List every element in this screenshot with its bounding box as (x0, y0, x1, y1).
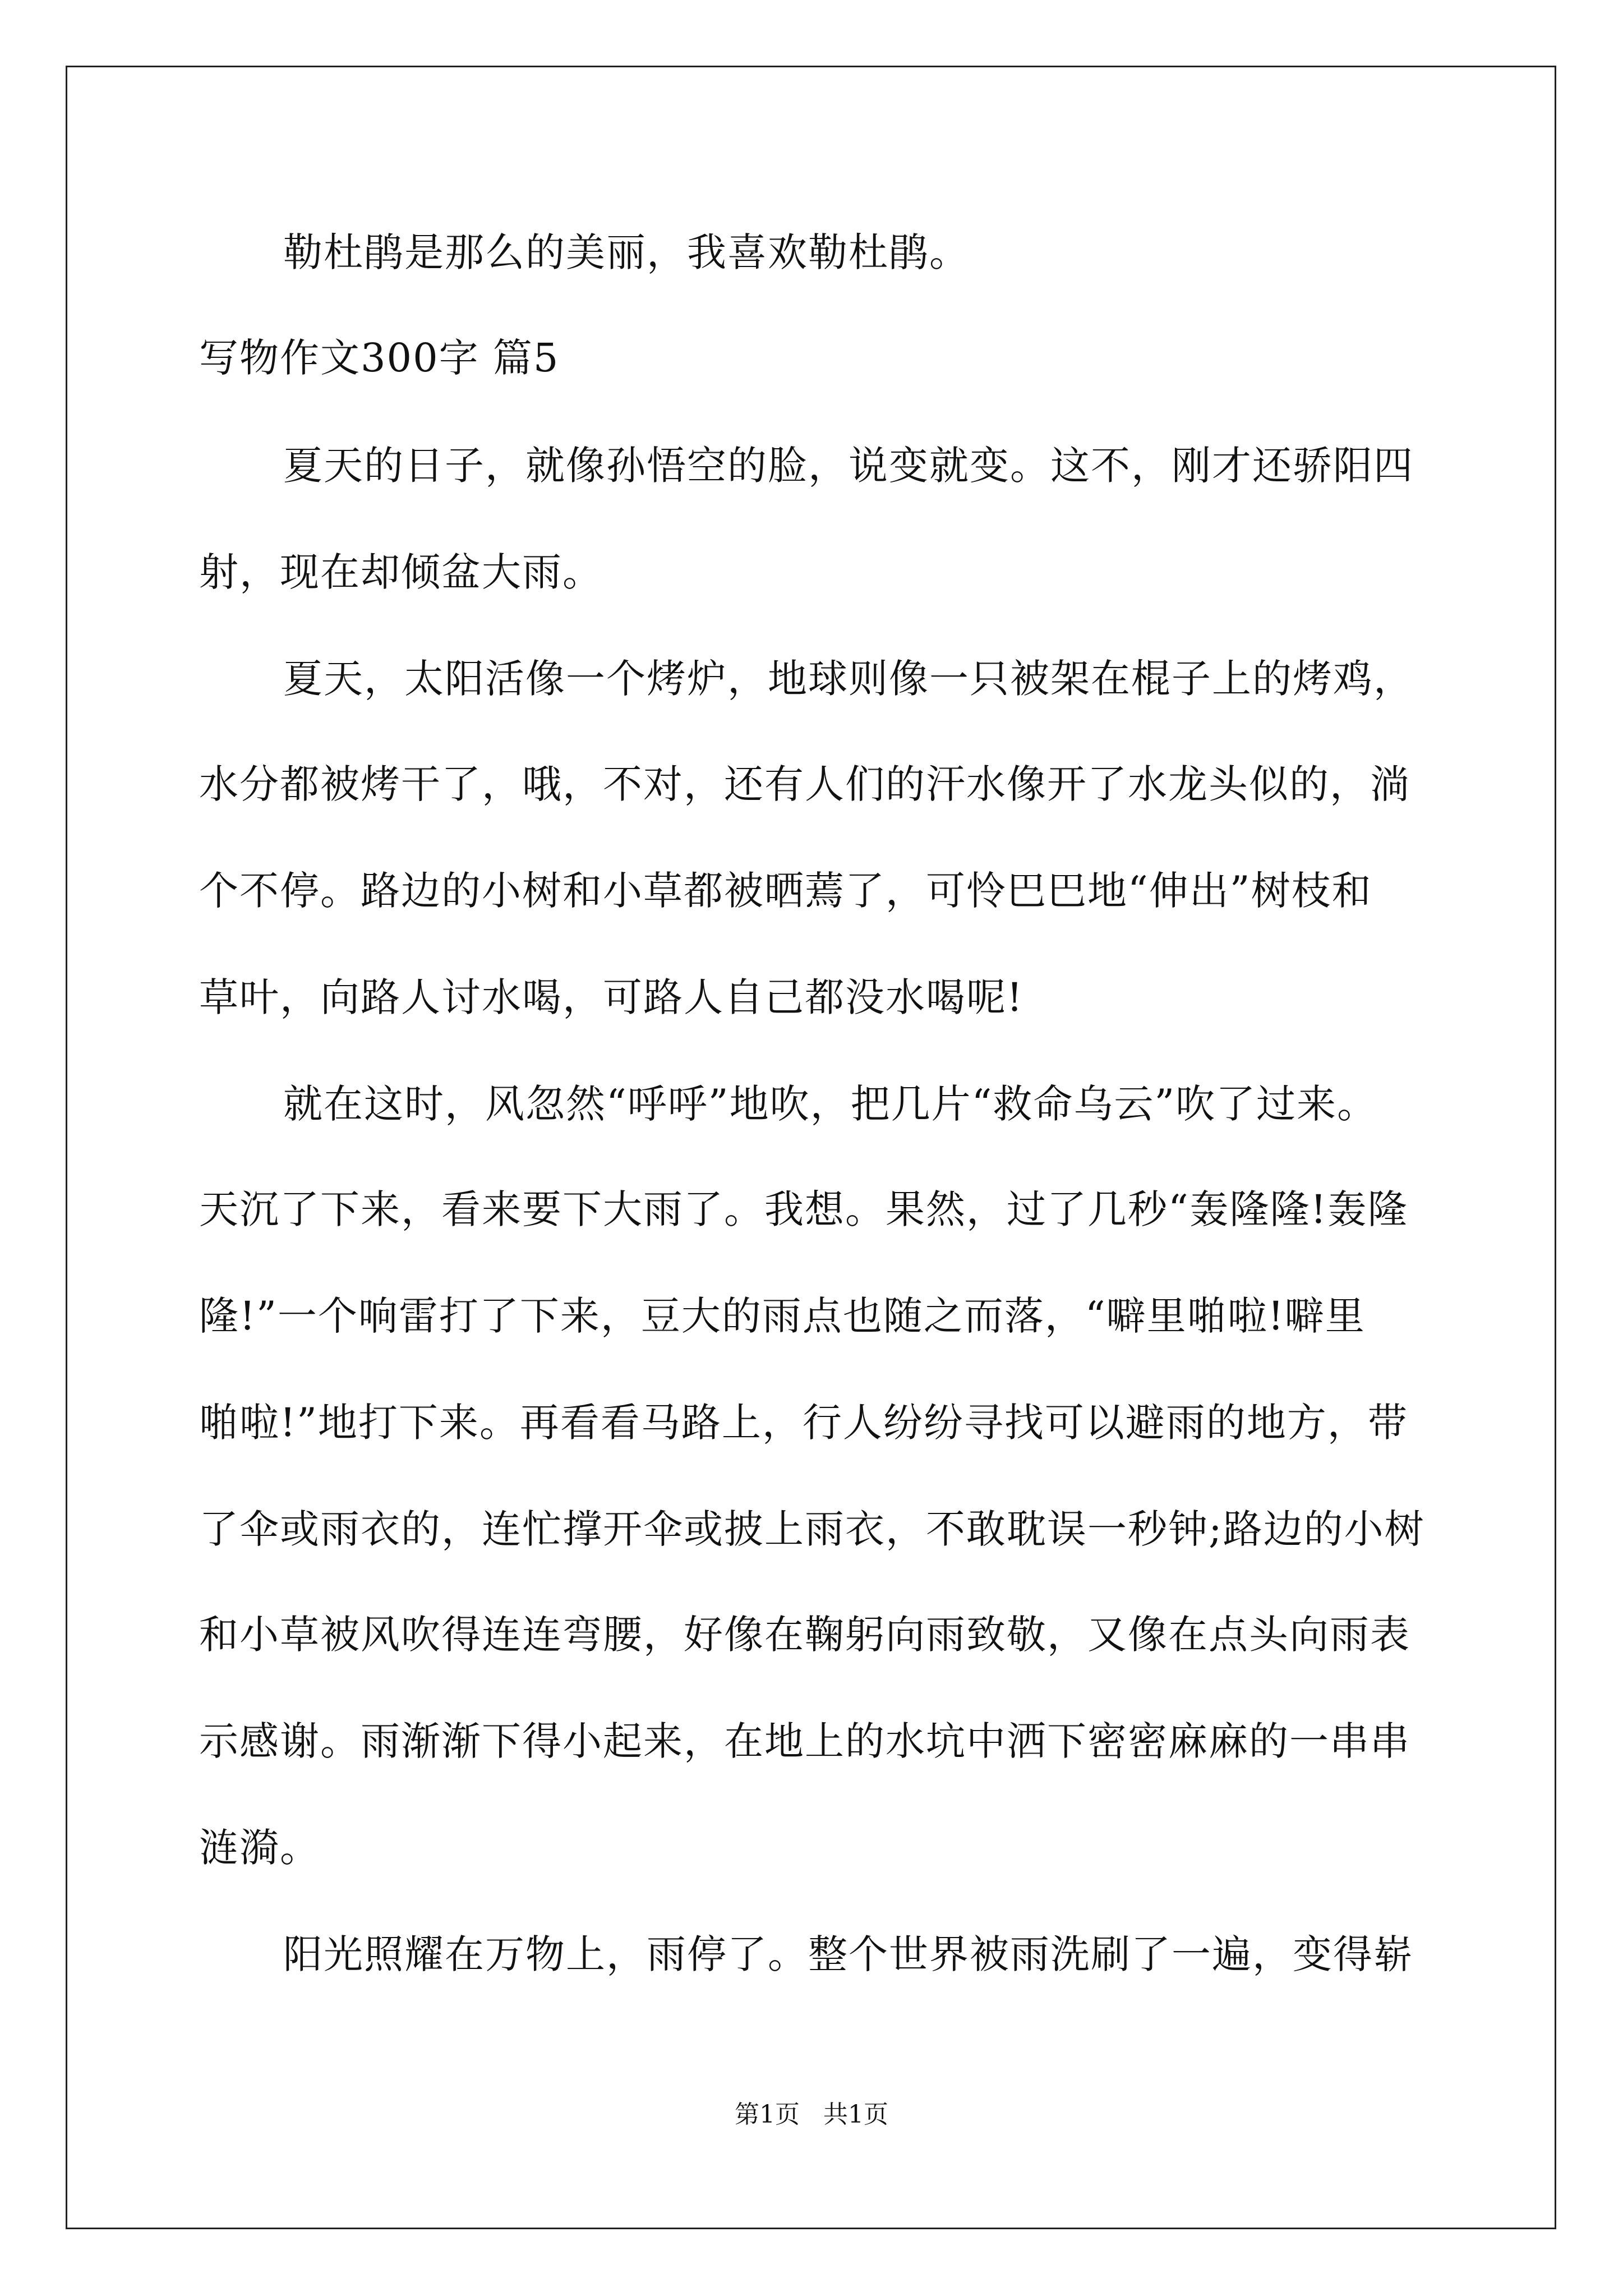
page-number-current: 第1页 (735, 2100, 800, 2129)
paragraph-line: 天沉了下来，看来要下大雨了。我想。果然，过了几秒“轰隆隆!轰隆 (199, 1186, 1408, 1232)
paragraph-line: 个不停。路边的小树和小草都被晒蔫了，可怜巴巴地“伸出”树枝和 (199, 868, 1372, 914)
paragraph-line: 草叶，向路人讨水喝，可路人自己都没水喝呢! (199, 974, 1024, 1020)
section-heading: 写物作文300字 篇5 (199, 335, 560, 381)
paragraph-line: 啪啦!”地打下来。再看看马路上，行人纷纷寻找可以避雨的地方，带 (199, 1400, 1408, 1446)
paragraph-line: 和小草被风吹得连连弯腰，好像在鞠躬向雨致敬，又像在点头向雨表 (199, 1612, 1410, 1658)
paragraph-line: 阳光照耀在万物上，雨停了。整个世界被雨洗刷了一遍，变得崭 (283, 1931, 1414, 1977)
page-footer (0, 2102, 1623, 2127)
paragraph-line: 勒杜鹃是那么的美丽，我喜欢勒杜鹃。 (283, 229, 970, 275)
page-border (66, 66, 1556, 2229)
paragraph-line: 了伞或雨衣的，连忙撑开伞或披上雨衣，不敢耽误一秒钟;路边的小树 (199, 1506, 1425, 1552)
paragraph-line: 隆!”一个响雷打了下来，豆大的雨点也随之而落，“噼里啪啦!噼里 (199, 1293, 1366, 1339)
paragraph-line: 夏天，太阳活像一个烤炉，地球则像一只被架在棍子上的烤鸡， (283, 656, 1414, 702)
paragraph-line: 射，现在却倾盆大雨。 (199, 549, 603, 595)
paragraph-line: 夏天的日子，就像孙悟空的脸，说变就变。这不，刚才还骄阳四 (283, 443, 1414, 489)
paragraph-line: 就在这时，风忽然“呼呼”地吹，把几片“救命乌云”吹了过来。 (283, 1081, 1378, 1127)
paragraph-line: 涟漪。 (199, 1825, 320, 1871)
paragraph-line: 示感谢。雨渐渐下得小起来，在地上的水坑中洒下密密麻麻的一串串 (199, 1718, 1410, 1764)
page-number-total: 共1页 (823, 2100, 888, 2129)
paragraph-line: 水分都被烤干了，哦，不对，还有人们的汗水像开了水龙头似的，淌 (199, 761, 1410, 807)
